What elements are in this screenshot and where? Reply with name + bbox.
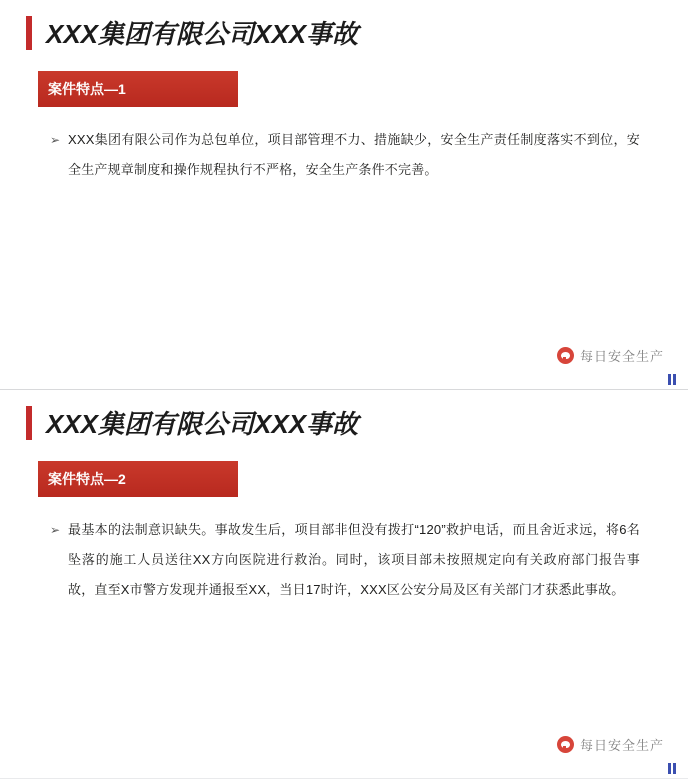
slide-2-pager [668,763,676,774]
bullet-arrow-icon: ➢ [50,133,61,147]
slide-2-body [26,515,662,605]
watermark-label: 每日安全生产 [579,349,664,364]
slide-2-title-row [26,390,662,441]
body-paragraph: 最基本的法制意识缺失。事故发生后，项目部非但没有拨打“120”救护电话，而且舍近求远，将6名坠落的施工人员送往XX方向医院进行救治。同时，该项目部未按照规定向有关政府部门报告事故，直至X市警方发现并通报至XX，当日17时许，XXX区公安分局及区有关部门才获悉此事故。 [68,522,640,597]
page-title: XXX集团有限公司XXX事故 [46,409,359,439]
body-paragraph: XXX集团有限公司作为总包单位，项目部管理不力、措施缺少，安全生产责任制度落实不到位，安全生产规章制度和操作规程执行不严格，安全生产条件不完善。 [68,132,640,177]
pager-bar-right [673,374,676,385]
slide-2-content [0,390,688,605]
title-accent-bar [26,16,32,50]
slide-1-pager [668,374,676,385]
title-accent-bar [26,406,32,440]
pager-bar-left [668,763,671,774]
watermark [557,735,664,754]
watermark [557,346,664,365]
megaphone-icon [557,736,574,753]
slide-1-body [26,125,662,185]
status-badge: 案件特点—1 [38,71,238,107]
watermark-label: 每日安全生产 [579,738,664,753]
bullet-arrow-icon: ➢ [50,523,61,537]
slide-1 [0,0,688,389]
status-badge: 案件特点—2 [38,461,238,497]
pager-bar-right [673,763,676,774]
slide-2 [0,389,688,778]
megaphone-icon [557,347,574,364]
pager-bar-left [668,374,671,385]
slide-1-title-row [26,0,662,51]
slide-1-content [0,0,688,185]
page-title: XXX集团有限公司XXX事故 [46,19,359,49]
